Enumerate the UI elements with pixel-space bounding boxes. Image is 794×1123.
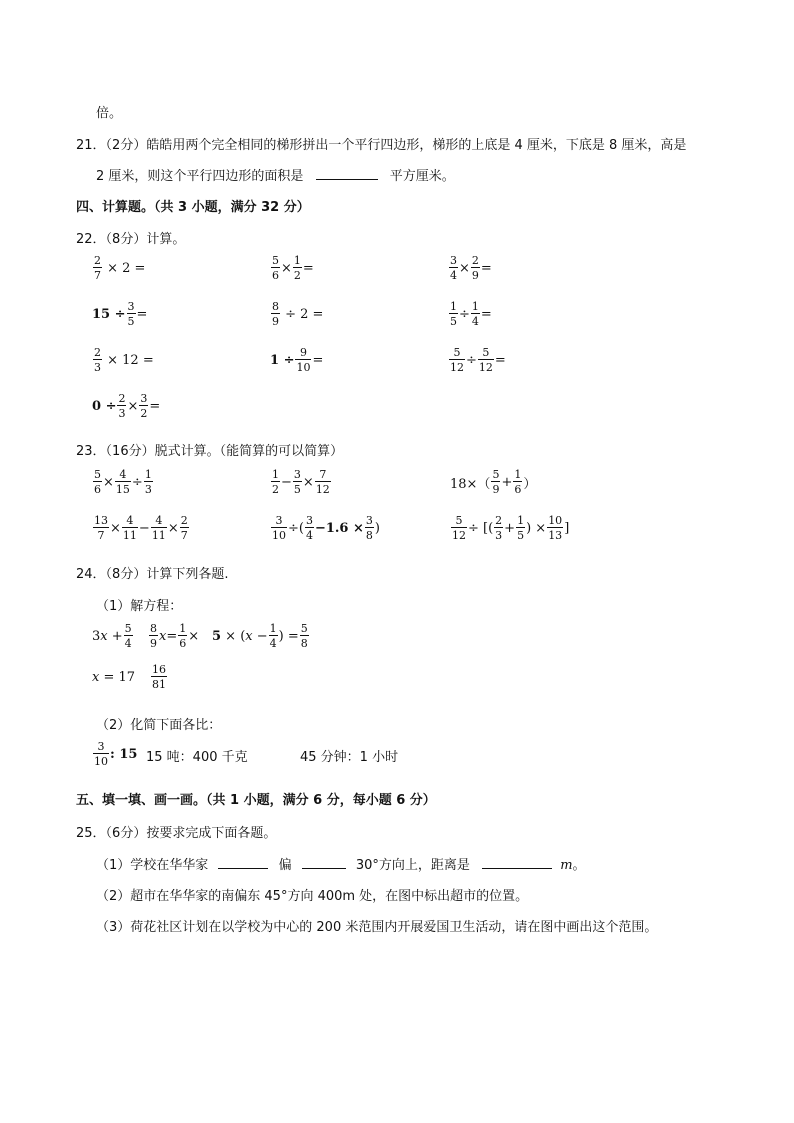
q22-item-3: $\frac{3}{4}$ × $\frac{2}{9}$ = <box>450 254 492 282</box>
q21-line2 <box>96 165 455 184</box>
q23-item-4: $\frac{13}{7}$ × $\frac{4}{11}$ − $\frac{4}{11}$ × $\frac{2}{7}$ <box>94 514 188 542</box>
q24-sub2: （2）化简下面各比： <box>96 718 222 733</box>
q21-line1: 21．（2分）皓皓用两个完全相同的梯形拼出一个平行四边形，梯形的上底是 4 厘米，下底是 8 厘米，高是 <box>76 138 687 153</box>
q24-ratio-3: 45 分钟：1 小时 <box>300 750 399 765</box>
q24-equation-2: $\frac{8}{9}$ x = $\frac{1}{6}$ × <box>150 622 200 650</box>
q25-direction-blank-2[interactable] <box>302 857 346 869</box>
q22-item-9: $\frac{5}{12}$ ÷ $\frac{5}{12}$ = <box>450 346 506 374</box>
q25-sub1-text-a: （1）学校在华华家 <box>96 858 209 873</box>
q23-item-5: $\frac{3}{10}$ ÷( $\frac{3}{4}$ −1.6 × $\frac{3}{8}$ ) <box>272 514 380 542</box>
q24-fraction: $\frac{16}{81}$ <box>152 663 166 691</box>
q24-ratio-2: 15 吨：400 千克 <box>146 750 248 765</box>
q24-equation-4: x = 17 <box>92 670 136 685</box>
q25-unit: m <box>560 858 573 873</box>
q22-title: 22．（8分）计算。 <box>76 232 186 247</box>
q22-item-6: $\frac{1}{5}$ ÷ $\frac{1}{4}$ = <box>450 300 492 328</box>
q21-unit: 平方厘米。 <box>389 169 455 184</box>
q23-item-1: $\frac{5}{6}$ × $\frac{4}{15}$ ÷ $\frac{1}{3}$ <box>94 468 152 496</box>
q22-item-7: $\frac{2}{3}$ × 12 = <box>94 346 154 374</box>
q24-ratio-1: $\frac{3}{10}$ : 15 <box>94 740 138 768</box>
section-5-heading: 五、填一填、画一画。（共 1 小题，满分 6 分，每小题 6 分） <box>76 793 436 808</box>
q21-line2-text: 2 厘米，则这个平行四边形的面积是 <box>96 169 304 184</box>
q24-sub1: （1）解方程： <box>96 599 183 614</box>
q24-equation-1: 3 x + $\frac{5}{4}$ <box>92 622 132 650</box>
q22-item-2: $\frac{5}{6}$ × $\frac{1}{2}$ = <box>272 254 314 282</box>
q25-sub1-end: 。 <box>572 858 586 873</box>
previous-question-tail: 倍。 <box>96 106 123 121</box>
q23-title: 23．（16分）脱式计算。（能简算的可以简算） <box>76 444 344 459</box>
q25-direction-blank-1[interactable] <box>218 857 268 869</box>
q25-sub1-text-b: 偏 <box>278 858 292 873</box>
q22-item-10: 0 ÷ $\frac{2}{3}$ × $\frac{3}{2}$ = <box>92 392 161 420</box>
q23-item-2: $\frac{1}{2}$ − $\frac{3}{5}$ × $\frac{7}{12}$ <box>272 468 330 496</box>
q22-item-5: $\frac{8}{9}$ ÷ 2 = <box>272 300 324 328</box>
q22-item-4: 15 ÷ $\frac{3}{5}$ = <box>92 300 148 328</box>
q25-sub3: （3）荷花社区计划在以学校为中心的 200 米范围内开展爱国卫生活动，请在图中画出这个范围。 <box>96 920 658 935</box>
q23-item-6: $\frac{5}{12}$ ÷ [( $\frac{2}{3}$ + $\frac{1}{5}$ ) × $\frac{10}{13}$ ] <box>452 514 570 542</box>
q22-item-8: 1 ÷ $\frac{9}{10}$ = <box>270 346 324 374</box>
q21-answer-blank[interactable] <box>316 168 378 180</box>
q25-title: 25．（6分）按要求完成下面各题。 <box>76 826 277 841</box>
q22-item-1: $\frac{2}{7}$ × 2 = <box>94 254 146 282</box>
q24-title: 24．（8分）计算下列各题. <box>76 567 229 582</box>
q25-sub1-text-c: 30°方向上，距离是 <box>355 858 470 873</box>
q25-sub1 <box>96 854 586 873</box>
section-4-heading: 四、计算题。（共 3 小题，满分 32 分） <box>76 200 310 215</box>
q23-item-3: 18×（ $\frac{5}{9}$ + $\frac{1}{6}$ ） <box>450 468 537 496</box>
q25-sub2: （2）超市在华华家的南偏东 45°方向 400m 处，在图中标出超市的位置。 <box>96 889 529 904</box>
q24-equation-3: 5 × ( x − $\frac{1}{4}$ ) = $\frac{5}{8}$ <box>212 622 308 650</box>
q25-distance-blank[interactable] <box>482 857 552 869</box>
